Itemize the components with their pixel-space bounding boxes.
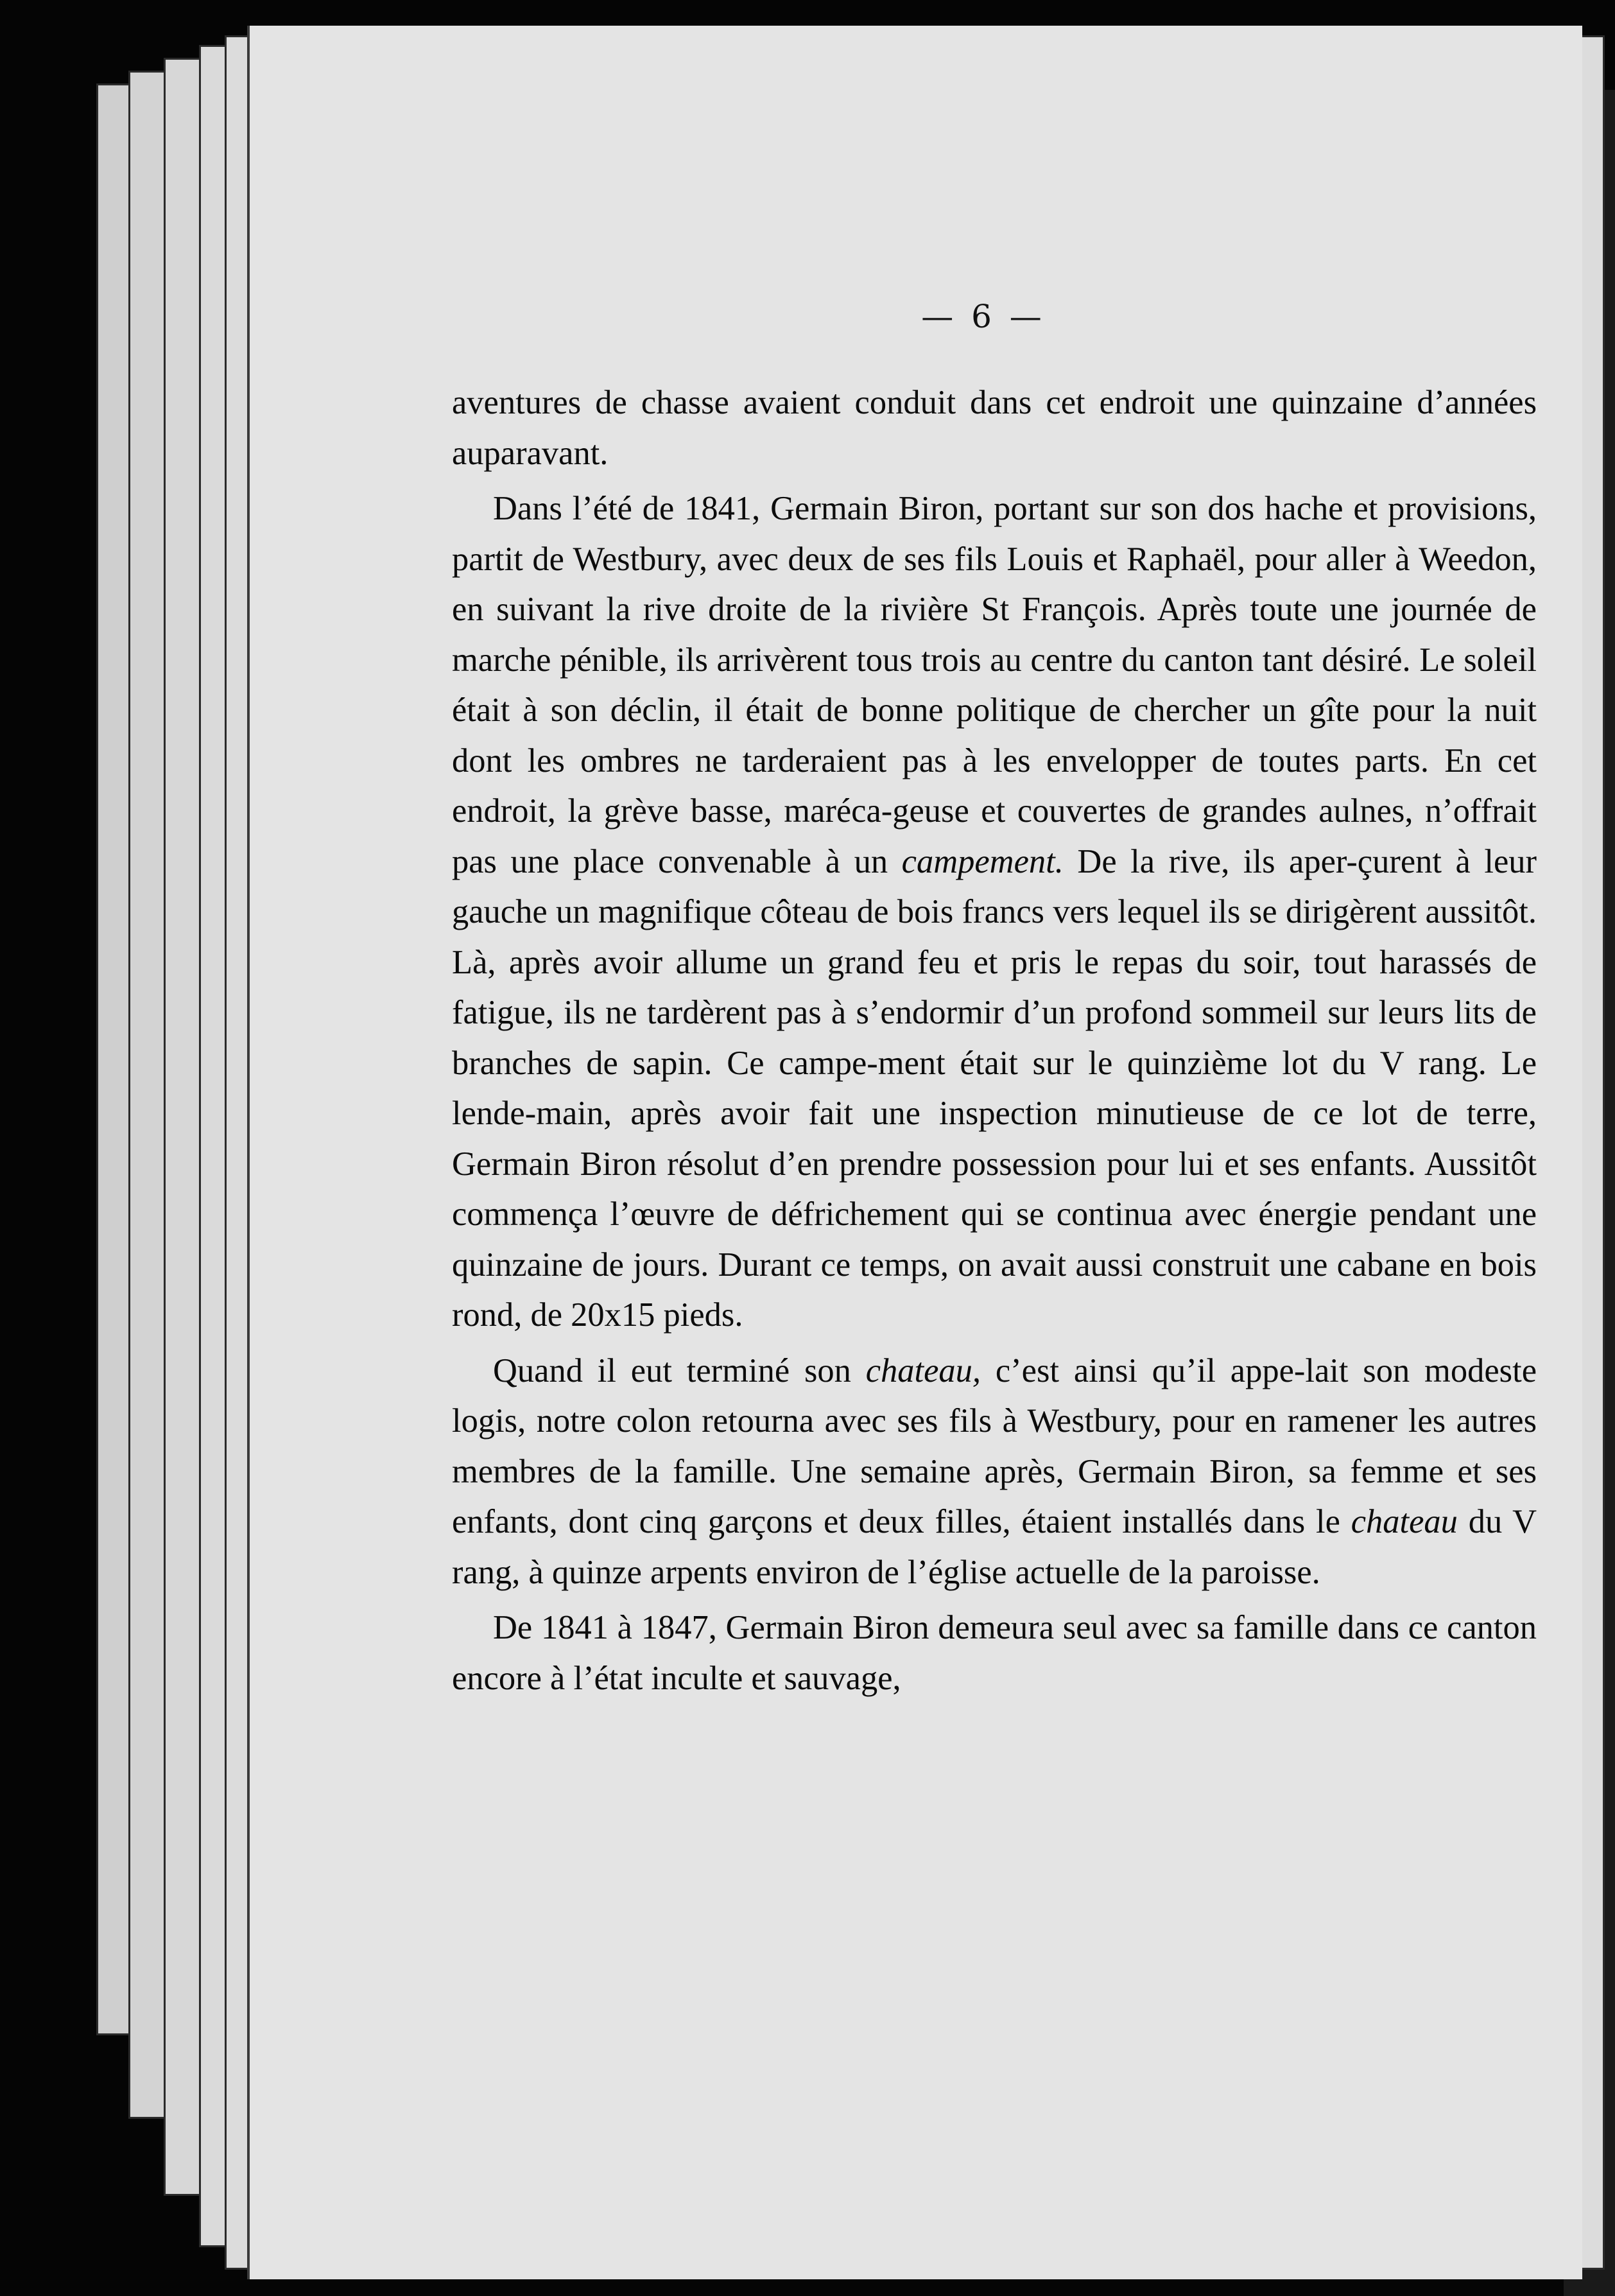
page-sheet [247, 26, 1582, 2279]
paragraph [452, 378, 1537, 478]
italic-text: chateau, [865, 1352, 981, 1389]
paragraph [452, 1346, 1537, 1598]
italic-text: chateau [1351, 1503, 1458, 1540]
text-segment: De la rive, ils aper-çurent à leur gauche un magnifique côteau de bois francs vers lequel ils se dirigèrent aussitôt. Là, après avoir allume un grand feu et pris le repas du soir, tout harassés de fatigue, ils ne tardèrent pas à s’endormir d’un profond sommeil sur leurs lits de branches de sapin. Ce campe-ment était sur le quinzième lot du V rang. Le lende-main, après avoir fait une inspection minutieuse de ce lot de terre, Germain Biron résolut d’en prendre possession pour lui et ses enfants. Aussitôt commença l’œuvre de défrichement qui se continua avec énergie pendant une quinzaine de jours. Durant ce temps, on avait aussi construit une cabane en bois rond, de 20x15 pieds. [452, 842, 1537, 1334]
body-text [452, 378, 1537, 1709]
text-segment: De 1841 à 1847, Germain Biron demeura seul avec sa famille dans ce canton encore à l’état inculte et sauvage, [452, 1609, 1537, 1697]
text-segment: Dans l’été de 1841, Germain Biron, portant sur son dos hache et provisions, partit de Westbury, avec deux de ses fils Louis et Raphaël, pour aller à Weedon, en suivant la rive droite de la rivière St François. Après toute une journée de marche pénible, ils arrivèrent tous trois au centre du canton tant désiré. Le soleil était à son déclin, il était de bonne politique de chercher un gîte pour la nuit dont les ombres ne tarderaient pas à les envelopper de toutes parts. En cet endroit, la grève basse, maréca-geuse et couvertes de grandes aulnes, n’offrait pas une place convenable à un [452, 490, 1537, 880]
text-segment: du V rang, à quinze arpents environ de l’église actuelle de la paroisse. [452, 1503, 1537, 1591]
page-number: — 6 — [921, 298, 1046, 335]
italic-text: campement. [901, 842, 1064, 880]
paragraph [452, 1603, 1537, 1703]
text-segment: aventures de chasse avaient conduit dans cet endroit une quinzaine d’années auparavant. [452, 384, 1537, 472]
text-segment: c’est ainsi qu’il appe-lait son modeste logis, notre colon retourna avec ses fils à Westbury, pour en ramener les autres membres de la famille. Une semaine après, Germain Biron, sa femme et ses enfants, dont cinq garçons et deux filles, étaient installés dans le [452, 1352, 1537, 1540]
paragraph [452, 483, 1537, 1341]
text-segment: Quand il eut terminé son [493, 1352, 866, 1389]
